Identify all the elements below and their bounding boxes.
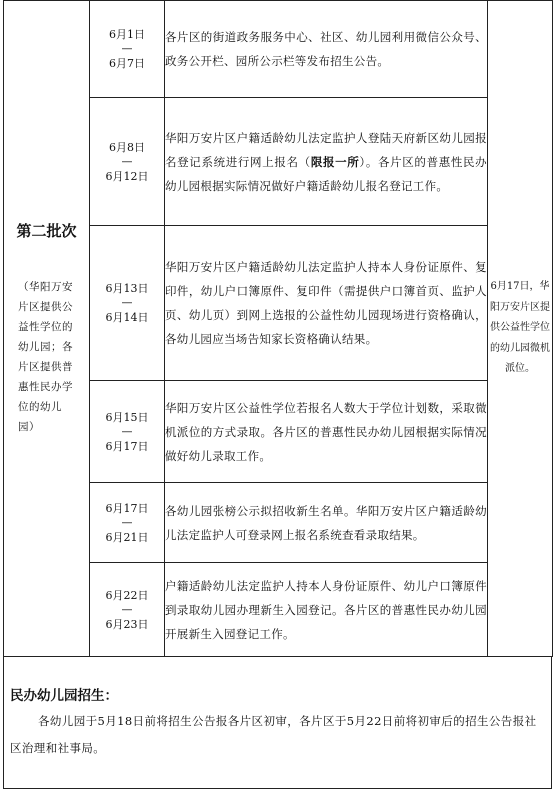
- date-start: 6月22日: [105, 588, 149, 602]
- date-cell: [90, 381, 165, 483]
- date-dash: —: [121, 42, 133, 55]
- date-end: 6月12日: [105, 169, 149, 183]
- date-dash: —: [121, 154, 133, 168]
- desc-cell: 各幼儿园张榜公示拟招收新生名单。华阳万安片区户籍适龄幼儿法定监护人可登录网上报名系统查看录取结果。: [165, 483, 488, 563]
- desc-cell: 华阳万安片区公益性学位若报名人数大于学位计划数，采取微机派位的方式录取。各片区的普惠性民办幼儿园根据实际情况做好幼儿录取工作。: [165, 381, 488, 483]
- private-title: 民办幼儿园招生：: [10, 688, 118, 704]
- desc-bold: 限报一所: [310, 154, 360, 169]
- date-end: 6月17日: [105, 439, 149, 453]
- desc-cell: 各片区的街道政务服务中心、社区、幼儿园利用微信公众号、政务公开栏、园所公示栏等发布招生公告。: [165, 1, 488, 98]
- desc-cell: 户籍适龄幼儿法定监护人持本人身份证原件、幼儿户口簿原件到录取幼儿园办理新生入园登记。各片区的普惠性民办幼儿园开展新生入园登记工作。: [165, 563, 488, 657]
- desc-cell: 华阳万安片区户籍适龄幼儿法定监护人持本人身份证原件、复印件，幼儿户口簿原件、复印件（需提供户口簿首页、监护人页、幼儿页）到网上选报的公益性幼儿园现场进行资格确认，各幼儿园应当场告知家长资格确认结果。: [165, 226, 488, 381]
- date-start: 6月17日: [105, 501, 149, 515]
- date-dash: —: [121, 515, 133, 529]
- desc-cell: [165, 98, 488, 226]
- batch-title: 第二批次: [16, 222, 77, 240]
- date-end: 6月14日: [105, 311, 149, 324]
- table-row: [4, 1, 553, 98]
- date-dash: —: [121, 602, 133, 616]
- date-dash: —: [121, 424, 133, 438]
- date-end: 6月7日: [109, 57, 145, 70]
- date-start: 6月8日: [109, 140, 145, 154]
- date-end: 6月21日: [105, 530, 149, 544]
- date-start: 6月15日: [105, 410, 149, 424]
- date-cell: [90, 483, 165, 563]
- date-dash: —: [121, 296, 133, 309]
- date-cell: [90, 98, 165, 226]
- desc-text: ）。各片区的普惠性民办幼儿园根据实际情况做好户籍适龄幼儿报名登记工作。: [165, 154, 487, 193]
- private-text: 各幼儿园于5月18日前将招生公告报各片区初审，各片区于5月22日前将初审后的招生公告报社区治理和社事局。: [10, 714, 537, 755]
- date-end: 6月23日: [105, 617, 149, 631]
- date-start: 6月13日: [105, 282, 149, 295]
- private-kindergarten-section: [3, 656, 552, 789]
- schedule-table: [3, 0, 553, 657]
- batch-note: （华阳万安片区提供公益性学位的幼儿园；各片区提供普惠性民办学位的幼儿园）: [18, 281, 73, 433]
- date-cell: [90, 563, 165, 657]
- desc-text: 华阳万安片区户籍适龄幼儿法定监护人登陆天府新区幼儿园报名登记系统进行网上报名（: [165, 130, 487, 169]
- date-cell: [90, 226, 165, 381]
- date-cell: [90, 1, 165, 98]
- date-start: 6月1日: [109, 28, 145, 41]
- batch-cell: [4, 1, 90, 657]
- side-note: 6月17日，华阳万安片区提供公益性学位的幼儿园微机派位。: [488, 1, 553, 657]
